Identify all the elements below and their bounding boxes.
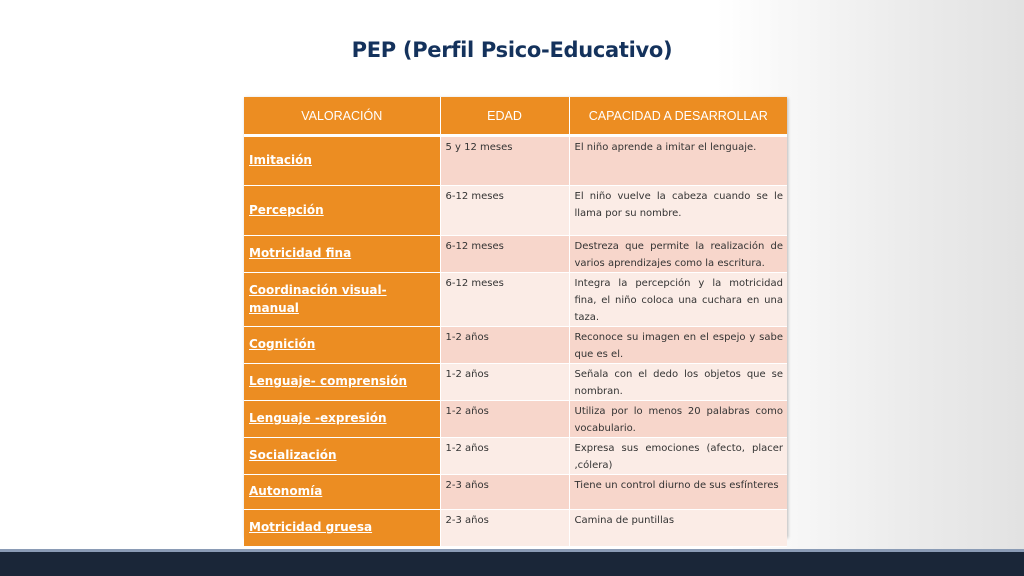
valoracion-cell xyxy=(244,364,440,401)
capacidad-cell: Utiliza por lo menos 20 palabras como vocabulario. xyxy=(569,401,787,438)
capacidad-cell: Expresa sus emociones (afecto, placer ,cólera) xyxy=(569,438,787,475)
table-row xyxy=(244,273,787,327)
valoracion-cell xyxy=(244,136,440,186)
valoracion-link[interactable]: Autonomía xyxy=(249,484,323,498)
footer-band xyxy=(0,552,1024,576)
table-row xyxy=(244,510,787,547)
table-row xyxy=(244,401,787,438)
edad-cell: 1-2 años xyxy=(440,364,569,401)
slide-title: PEP (Perfil Psico-Educativo) xyxy=(351,38,673,62)
table-row xyxy=(244,186,787,236)
valoracion-cell xyxy=(244,438,440,475)
valoracion-cell xyxy=(244,273,440,327)
valoracion-link[interactable]: Cognición xyxy=(249,337,316,351)
pep-table-container xyxy=(244,97,787,537)
edad-cell: 6-12 meses xyxy=(440,273,569,327)
capacidad-cell: Destreza que permite la realización de varios aprendizajes como la escritura. xyxy=(569,236,787,273)
table-header-row xyxy=(244,97,787,136)
edad-cell: 2-3 años xyxy=(440,475,569,510)
table-row xyxy=(244,136,787,186)
edad-cell: 1-2 años xyxy=(440,438,569,475)
table-row xyxy=(244,236,787,273)
header-edad: EDAD xyxy=(440,97,569,136)
pep-table xyxy=(244,97,787,547)
capacidad-cell: Reconoce su imagen en el espejo y sabe que es el. xyxy=(569,327,787,364)
edad-cell: 6-12 meses xyxy=(440,236,569,273)
capacidad-cell: Tiene un control diurno de sus esfínteres xyxy=(569,475,787,510)
valoracion-link[interactable]: Imitación xyxy=(249,153,312,167)
capacidad-cell: Camina de puntillas xyxy=(569,510,787,547)
valoracion-cell xyxy=(244,186,440,236)
valoracion-link[interactable]: Lenguaje- comprensión xyxy=(249,374,408,388)
table-row xyxy=(244,364,787,401)
header-capacidad: CAPACIDAD A DESARROLLAR xyxy=(569,97,787,136)
valoracion-cell xyxy=(244,510,440,547)
edad-cell: 1-2 años xyxy=(440,401,569,438)
table-row xyxy=(244,438,787,475)
capacidad-cell: El niño vuelve la cabeza cuando se le llama por su nombre. xyxy=(569,186,787,236)
capacidad-cell: Señala con el dedo los objetos que se nombran. xyxy=(569,364,787,401)
valoracion-link[interactable]: Lenguaje -expresión xyxy=(249,411,387,425)
edad-cell: 5 y 12 meses xyxy=(440,136,569,186)
valoracion-link[interactable]: Coordinación visual-manual xyxy=(249,282,387,315)
capacidad-cell: El niño aprende a imitar el lenguaje. xyxy=(569,136,787,186)
valoracion-link[interactable]: Socialización xyxy=(249,448,337,462)
table-row xyxy=(244,475,787,510)
valoracion-link[interactable]: Percepción xyxy=(249,202,324,217)
edad-cell: 2-3 años xyxy=(440,510,569,547)
valoracion-cell xyxy=(244,475,440,510)
valoracion-cell xyxy=(244,401,440,438)
valoracion-link[interactable]: Motricidad fina xyxy=(249,246,352,260)
valoracion-cell xyxy=(244,327,440,364)
edad-cell: 6-12 meses xyxy=(440,186,569,236)
valoracion-link[interactable]: Motricidad gruesa xyxy=(249,520,373,534)
header-valoracion: VALORACIÓN xyxy=(244,97,440,136)
table-row xyxy=(244,327,787,364)
capacidad-cell: Integra la percepción y la motricidad fina, el niño coloca una cuchara en una taza. xyxy=(569,273,787,327)
edad-cell: 1-2 años xyxy=(440,327,569,364)
valoracion-cell xyxy=(244,236,440,273)
